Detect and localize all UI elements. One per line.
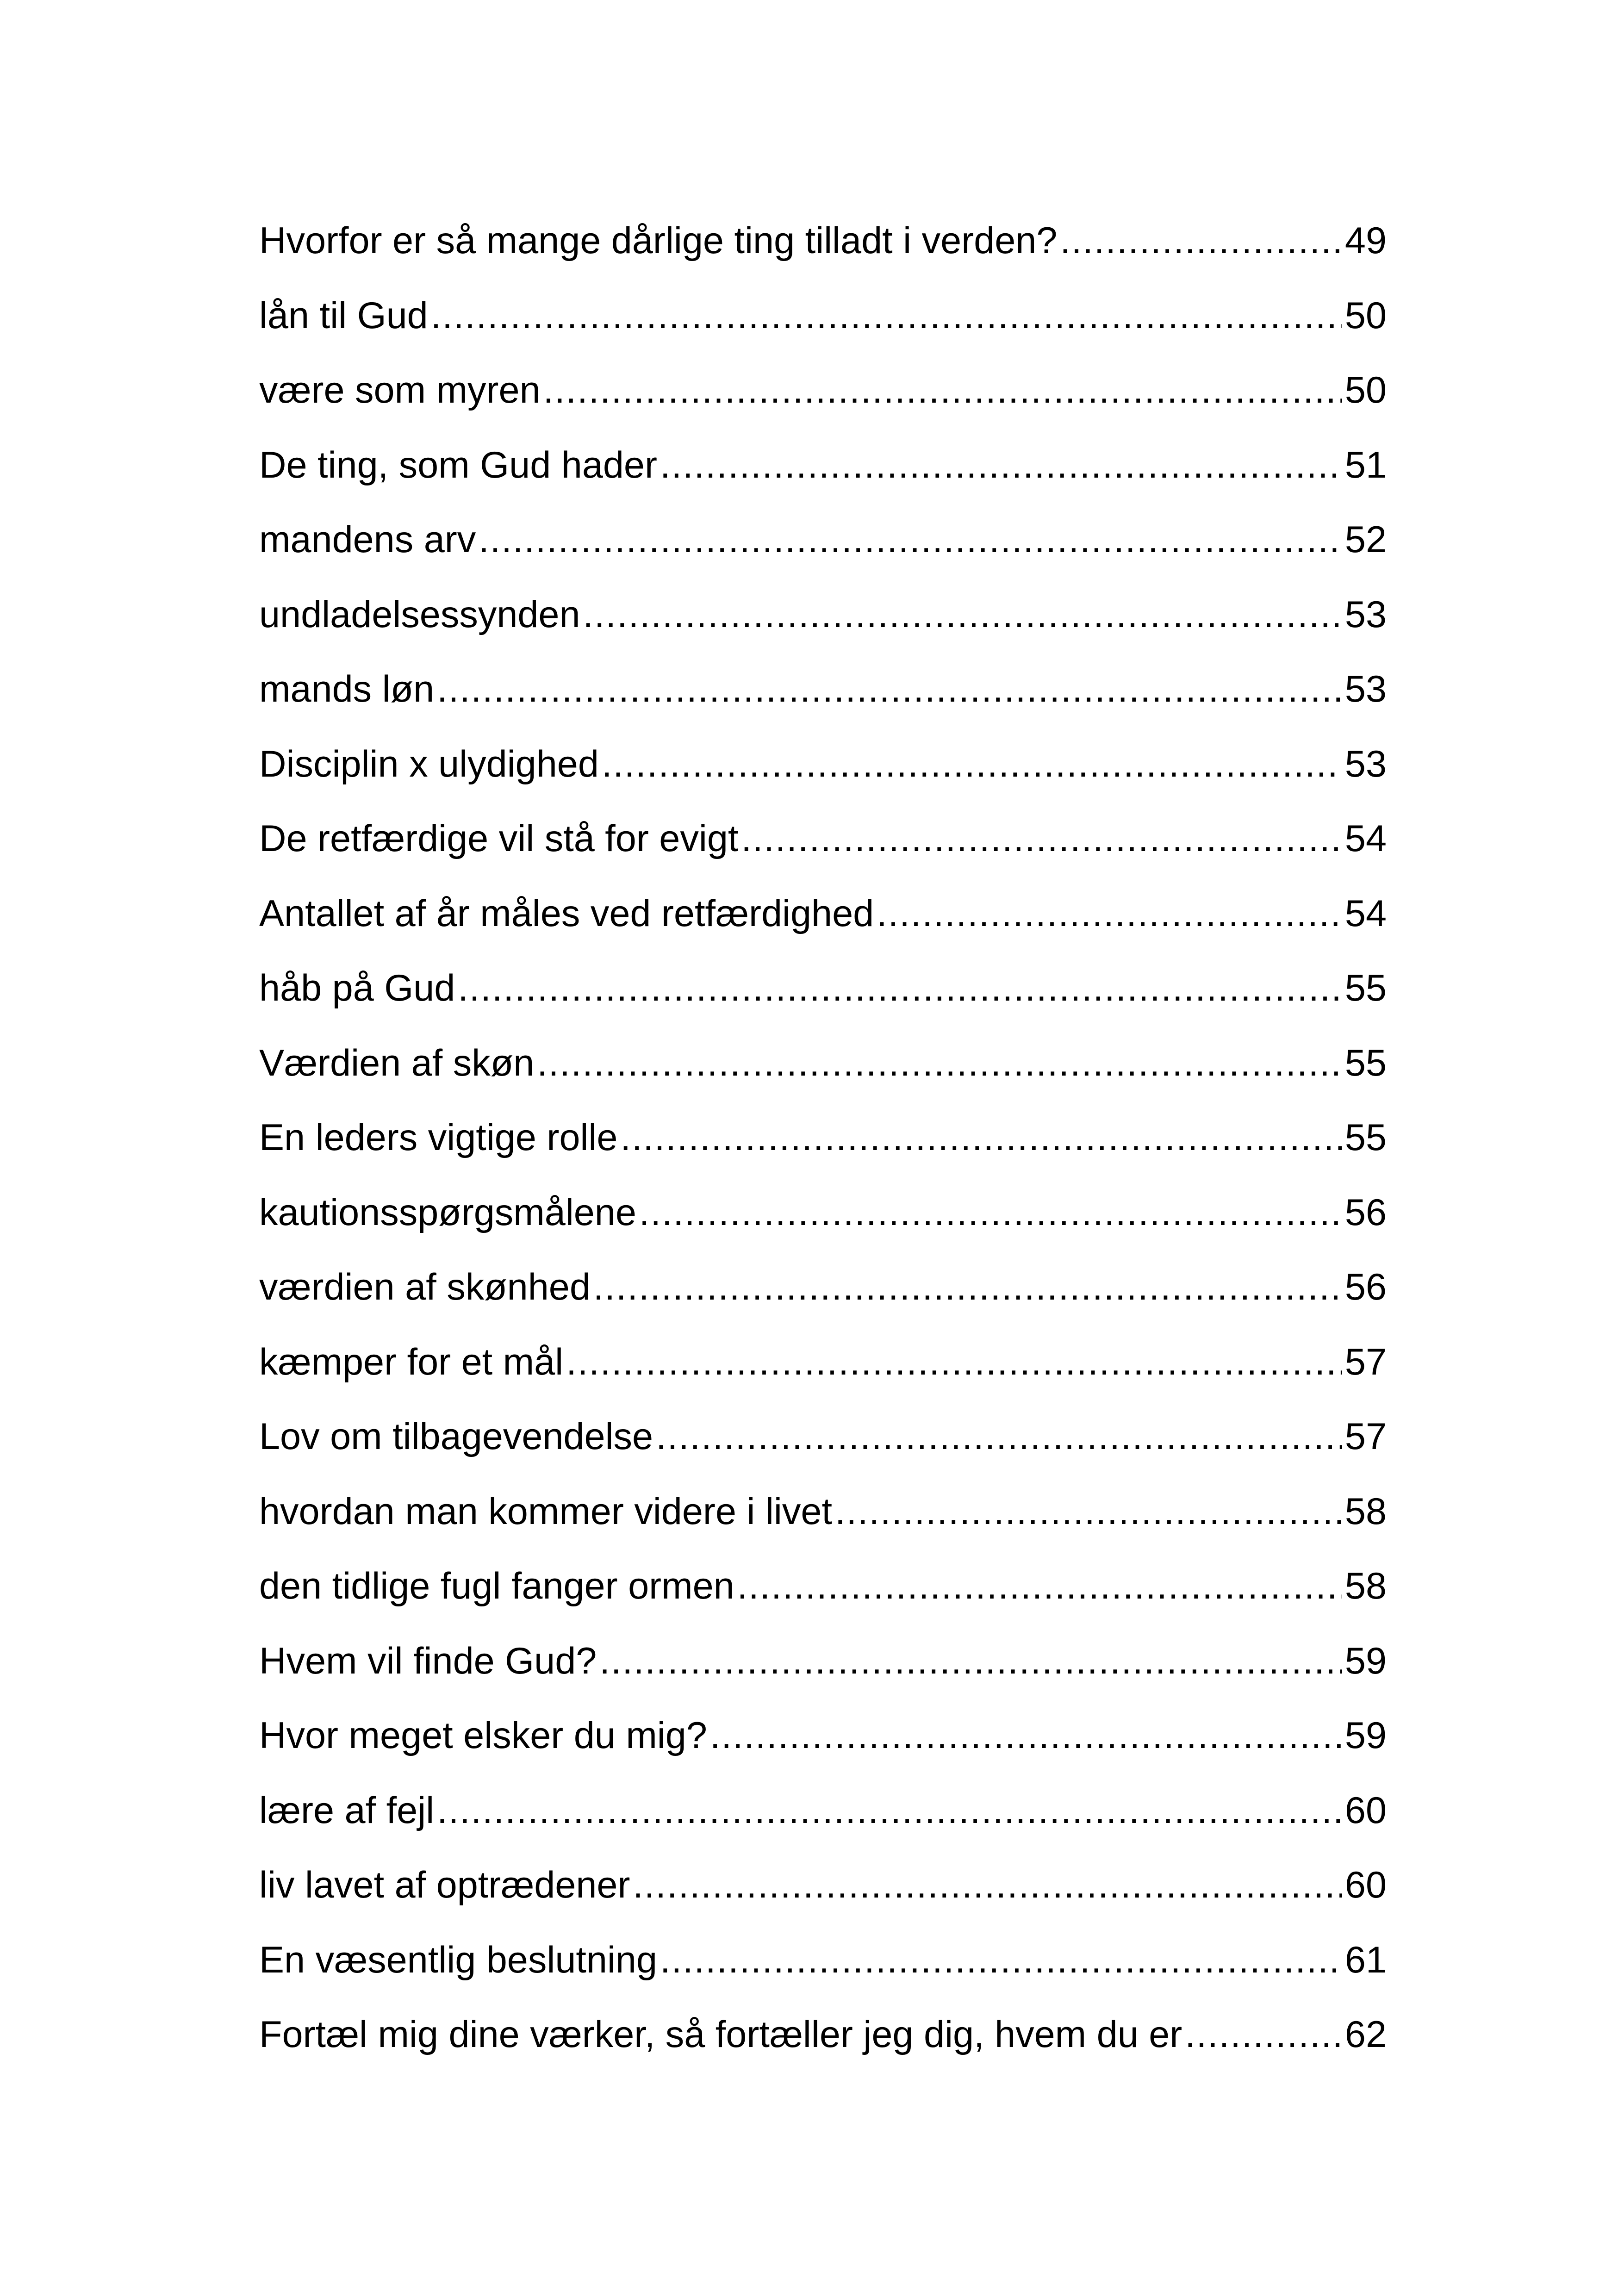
toc-entry[interactable] xyxy=(259,802,1387,877)
toc-entry-title: Hvor meget elsker du mig? xyxy=(259,1715,707,1756)
toc-entry-title: Hvem vil finde Gud? xyxy=(259,1640,597,1682)
toc-entry[interactable] xyxy=(259,1923,1387,1998)
toc-entry-title: lån til Gud xyxy=(259,294,428,336)
toc-entry[interactable] xyxy=(259,1475,1387,1549)
toc-dot-leader xyxy=(537,1026,1342,1101)
toc-entry[interactable] xyxy=(259,1176,1387,1251)
toc-entry-title: Fortæl mig dine værker, så fortæller jeg dig, hvem du er xyxy=(259,2014,1182,2055)
toc-entry[interactable] xyxy=(259,428,1387,503)
toc-entry-title: mands løn xyxy=(259,668,435,710)
toc-page-number: 54 xyxy=(1344,818,1387,859)
toc-entry-title: håb på Gud xyxy=(259,967,455,1009)
toc-entry[interactable] xyxy=(259,1400,1387,1475)
toc-page-number: 55 xyxy=(1344,1117,1387,1158)
toc-page-number: 54 xyxy=(1344,892,1387,934)
toc-entry[interactable] xyxy=(259,1549,1387,1624)
toc-dot-leader xyxy=(458,951,1342,1026)
toc-entry[interactable] xyxy=(259,877,1387,952)
toc-page-number: 53 xyxy=(1344,593,1387,635)
toc-entry-title: være som myren xyxy=(259,369,541,411)
toc-dot-leader xyxy=(566,1325,1342,1400)
toc-page-number: 59 xyxy=(1344,1640,1387,1682)
toc-dot-leader xyxy=(710,1699,1342,1773)
toc-dot-leader xyxy=(877,877,1342,952)
toc-entry-title: En væsentlig beslutning xyxy=(259,1939,658,1981)
toc-entry-title: den tidlige fugl fanger ormen xyxy=(259,1565,734,1607)
toc-entry[interactable] xyxy=(259,204,1387,279)
toc-dot-leader xyxy=(543,353,1342,428)
toc-entry[interactable] xyxy=(259,1624,1387,1699)
toc-entry-title: undladelsessynden xyxy=(259,593,580,635)
toc-entry[interactable] xyxy=(259,1997,1387,2072)
toc-dot-leader xyxy=(479,503,1342,578)
toc-entry-title: kæmper for et mål xyxy=(259,1341,564,1383)
toc-entry[interactable] xyxy=(259,951,1387,1026)
toc-entry[interactable] xyxy=(259,1026,1387,1101)
toc-dot-leader xyxy=(593,1250,1342,1325)
toc-dot-leader xyxy=(835,1475,1342,1549)
toc-entry[interactable] xyxy=(259,1699,1387,1773)
toc-page-number: 60 xyxy=(1344,1864,1387,1906)
toc-dot-leader xyxy=(620,1101,1342,1176)
toc-dot-leader xyxy=(737,1549,1342,1624)
toc-entry-title: mandens arv xyxy=(259,519,476,560)
toc-entry-title: hvordan man kommer videre i livet xyxy=(259,1490,832,1532)
toc-entry[interactable] xyxy=(259,353,1387,428)
toc-entry-title: Antallet af år måles ved retfærdighed xyxy=(259,892,874,934)
toc-page-number: 60 xyxy=(1344,1789,1387,1831)
toc-page-number: 53 xyxy=(1344,668,1387,710)
toc-page-number: 50 xyxy=(1344,294,1387,336)
toc-page-number: 52 xyxy=(1344,519,1387,560)
toc-page-number: 56 xyxy=(1344,1266,1387,1308)
toc-page-number: 51 xyxy=(1344,444,1387,486)
toc-entry[interactable] xyxy=(259,1325,1387,1400)
toc-entry[interactable] xyxy=(259,279,1387,354)
toc-entry-title: liv lavet af optrædener xyxy=(259,1864,630,1906)
toc-dot-leader xyxy=(660,428,1342,503)
toc-entry[interactable] xyxy=(259,1101,1387,1176)
toc-page-number: 62 xyxy=(1344,2014,1387,2055)
toc-page-number: 56 xyxy=(1344,1191,1387,1233)
toc-page-number: 49 xyxy=(1344,220,1387,261)
toc-entry-title: De ting, som Gud hader xyxy=(259,444,657,486)
toc-entry-title: lære af fejl xyxy=(259,1789,435,1831)
toc-dot-leader xyxy=(437,652,1342,727)
toc-entry-title: kautionsspørgsmålene xyxy=(259,1191,636,1233)
toc-dot-leader xyxy=(437,1773,1342,1848)
toc-entry[interactable] xyxy=(259,652,1387,727)
toc-entry-title: Disciplin x ulydighed xyxy=(259,743,599,785)
toc-page-number: 53 xyxy=(1344,743,1387,785)
toc-dot-leader xyxy=(583,578,1342,653)
toc-dot-leader xyxy=(431,279,1342,354)
toc-entry-title: De retfærdige vil stå for evigt xyxy=(259,818,739,859)
toc-entry[interactable] xyxy=(259,578,1387,653)
toc-entry[interactable] xyxy=(259,1250,1387,1325)
toc-dot-leader xyxy=(639,1176,1342,1251)
toc-dot-leader xyxy=(599,1624,1342,1699)
toc-entry-title: Lov om tilbagevendelse xyxy=(259,1416,653,1457)
toc-entry[interactable] xyxy=(259,1848,1387,1923)
toc-page-number: 61 xyxy=(1344,1939,1387,1981)
toc-dot-leader xyxy=(741,802,1342,877)
toc-entry[interactable] xyxy=(259,727,1387,802)
toc-page-number: 57 xyxy=(1344,1341,1387,1383)
toc-dot-leader xyxy=(633,1848,1342,1923)
toc-dot-leader xyxy=(1060,204,1342,279)
toc-entry-title: Værdien af skøn xyxy=(259,1042,535,1084)
toc-dot-leader xyxy=(660,1923,1342,1998)
toc-entry[interactable] xyxy=(259,1773,1387,1848)
table-of-contents xyxy=(259,204,1387,2072)
toc-dot-leader xyxy=(656,1400,1342,1475)
toc-page-number: 58 xyxy=(1344,1490,1387,1532)
toc-dot-leader xyxy=(602,727,1342,802)
toc-page-number: 59 xyxy=(1344,1715,1387,1756)
toc-page-number: 55 xyxy=(1344,967,1387,1009)
toc-page-number: 50 xyxy=(1344,369,1387,411)
toc-dot-leader xyxy=(1185,1997,1342,2072)
toc-page-number: 57 xyxy=(1344,1416,1387,1457)
toc-page-number: 55 xyxy=(1344,1042,1387,1084)
toc-entry[interactable] xyxy=(259,503,1387,578)
toc-entry-title: Hvorfor er så mange dårlige ting tilladt i verden? xyxy=(259,220,1058,261)
toc-page-number: 58 xyxy=(1344,1565,1387,1607)
toc-entry-title: værdien af skønhed xyxy=(259,1266,591,1308)
toc-entry-title: En leders vigtige rolle xyxy=(259,1117,618,1158)
